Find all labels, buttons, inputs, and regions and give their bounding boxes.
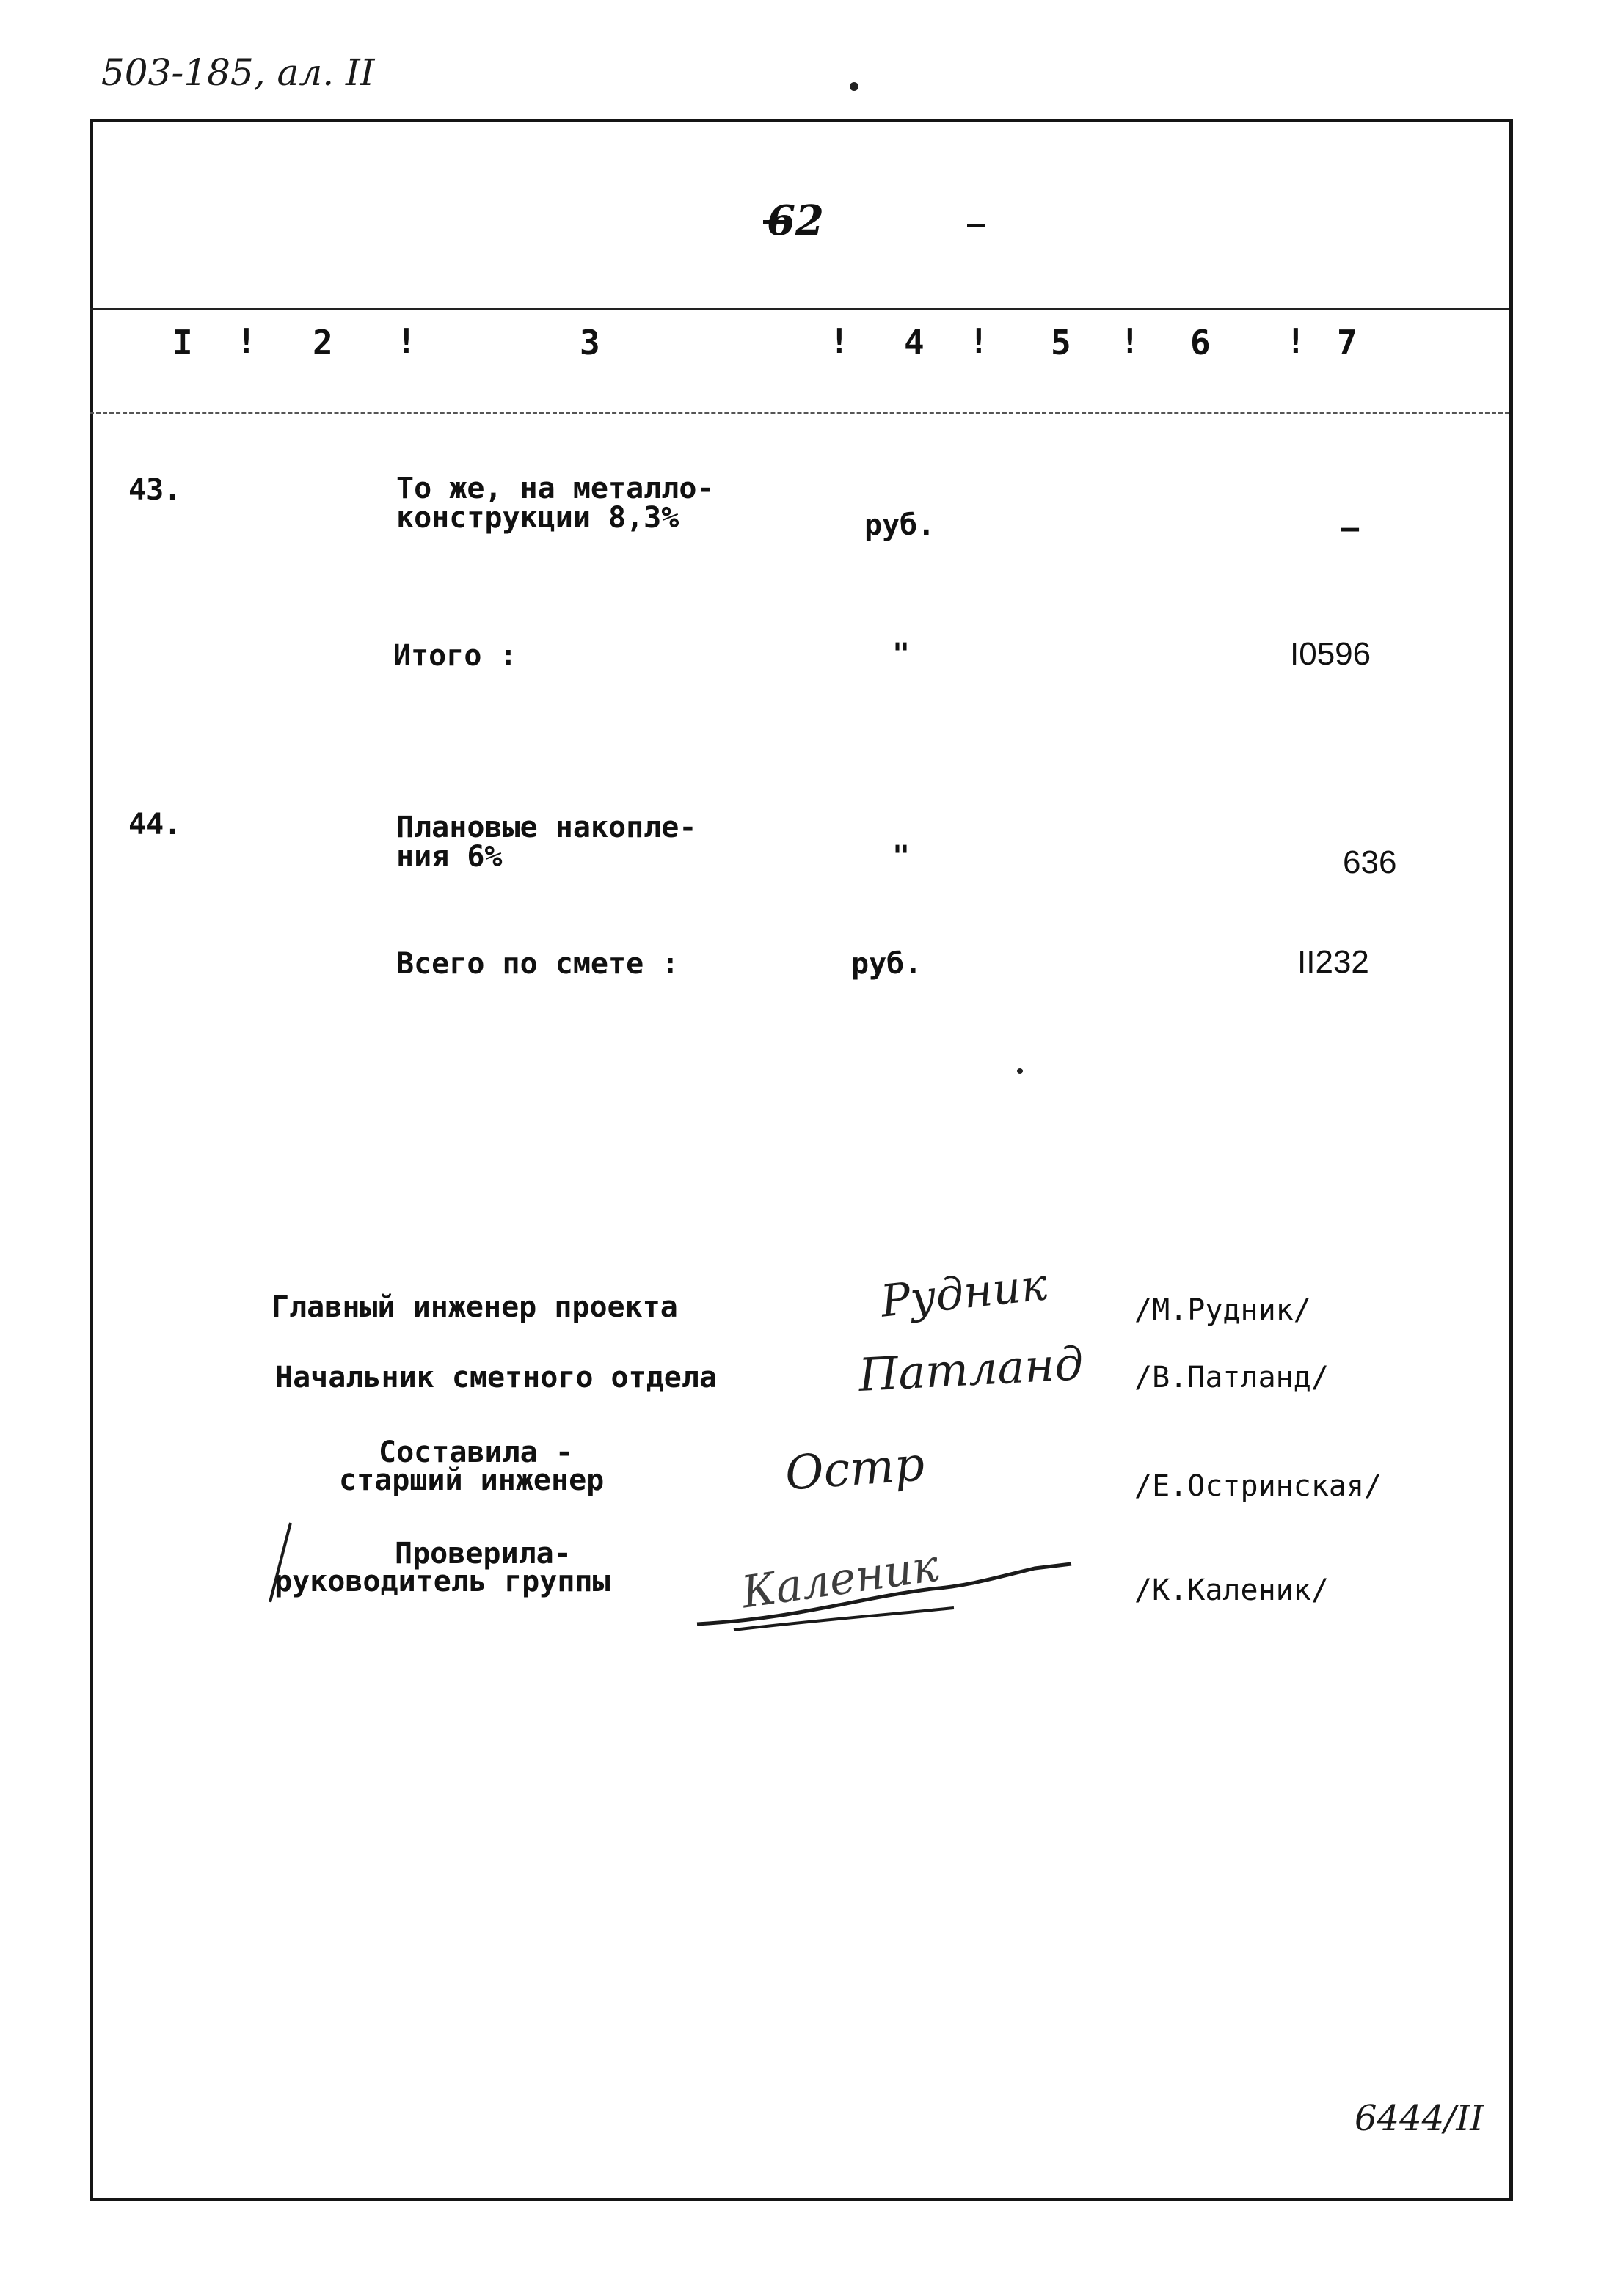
signature-role: Проверила- bbox=[395, 1537, 572, 1571]
row-unit: " bbox=[892, 840, 911, 874]
row-value: – bbox=[1341, 511, 1360, 545]
signatory-name: /Е.Остринская/ bbox=[1134, 1469, 1382, 1503]
column-number-7: 7 bbox=[1337, 323, 1357, 362]
total-value: II232 bbox=[1297, 944, 1369, 980]
row-value: 636 bbox=[1343, 844, 1397, 880]
column-number-5: 5 bbox=[1051, 323, 1071, 362]
handwritten-signature: Остр bbox=[783, 1437, 927, 1502]
proofmark-stroke bbox=[266, 1518, 295, 1606]
subtotal-label: Итого : bbox=[393, 639, 517, 673]
column-number-6: 6 bbox=[1190, 323, 1211, 362]
row-unit: руб. bbox=[864, 508, 936, 542]
handwritten-signature: Рудник bbox=[878, 1259, 1050, 1328]
archive-reference: 503-185, ал. II bbox=[101, 51, 375, 94]
row-description-line: То же, на металло- bbox=[396, 472, 715, 505]
column-separator: ! bbox=[1120, 321, 1140, 361]
column-separator: ! bbox=[236, 321, 257, 361]
column-separator: ! bbox=[829, 321, 850, 361]
page-number-dash-right bbox=[967, 224, 985, 227]
handwritten-signature: Патланд bbox=[857, 1337, 1085, 1402]
subtotal-unit: " bbox=[892, 637, 911, 671]
column-number-4: 4 bbox=[904, 323, 925, 362]
row-number: 44. bbox=[128, 808, 182, 841]
column-number-2: 2 bbox=[313, 323, 333, 362]
signature-role: Главный инженер проекта bbox=[271, 1290, 678, 1324]
row-number: 43. bbox=[128, 473, 182, 507]
document-frame bbox=[90, 119, 1513, 2201]
page-number: 62 bbox=[767, 197, 824, 245]
total-unit: руб. bbox=[851, 947, 922, 981]
column-separator: ! bbox=[1286, 321, 1306, 361]
footer-reference: 6444/II bbox=[1355, 2098, 1484, 2139]
signature-role: Составила - bbox=[379, 1436, 573, 1469]
signature-role: старший инженер bbox=[339, 1463, 605, 1497]
signatory-name: /В.Патланд/ bbox=[1134, 1361, 1329, 1394]
column-separator: ! bbox=[396, 321, 417, 361]
column-number-3: 3 bbox=[580, 323, 600, 362]
subtotal-value: I0596 bbox=[1290, 636, 1371, 672]
column-number-1: I bbox=[172, 323, 193, 362]
punch-dot bbox=[850, 82, 858, 91]
signature-role: руководитель группы bbox=[274, 1565, 610, 1598]
column-separator: ! bbox=[969, 321, 989, 361]
signature-flourish bbox=[690, 1548, 1101, 1636]
signatory-name: /М.Рудник/ bbox=[1134, 1293, 1311, 1327]
signature-role: Начальник сметного отдела bbox=[275, 1361, 718, 1394]
total-label: Всего по смете : bbox=[396, 947, 679, 981]
signatory-name: /К.Каленик/ bbox=[1134, 1573, 1329, 1607]
header-rule bbox=[90, 308, 1509, 310]
row-description-line: Плановые накопле- bbox=[396, 811, 697, 844]
row-description-line: ния 6% bbox=[396, 840, 503, 874]
column-header-rule bbox=[90, 412, 1509, 414]
punch-dot bbox=[1017, 1068, 1023, 1074]
handwritten-signature: Каленик bbox=[738, 1540, 942, 1619]
row-description-line: конструкции 8,3% bbox=[396, 501, 679, 535]
